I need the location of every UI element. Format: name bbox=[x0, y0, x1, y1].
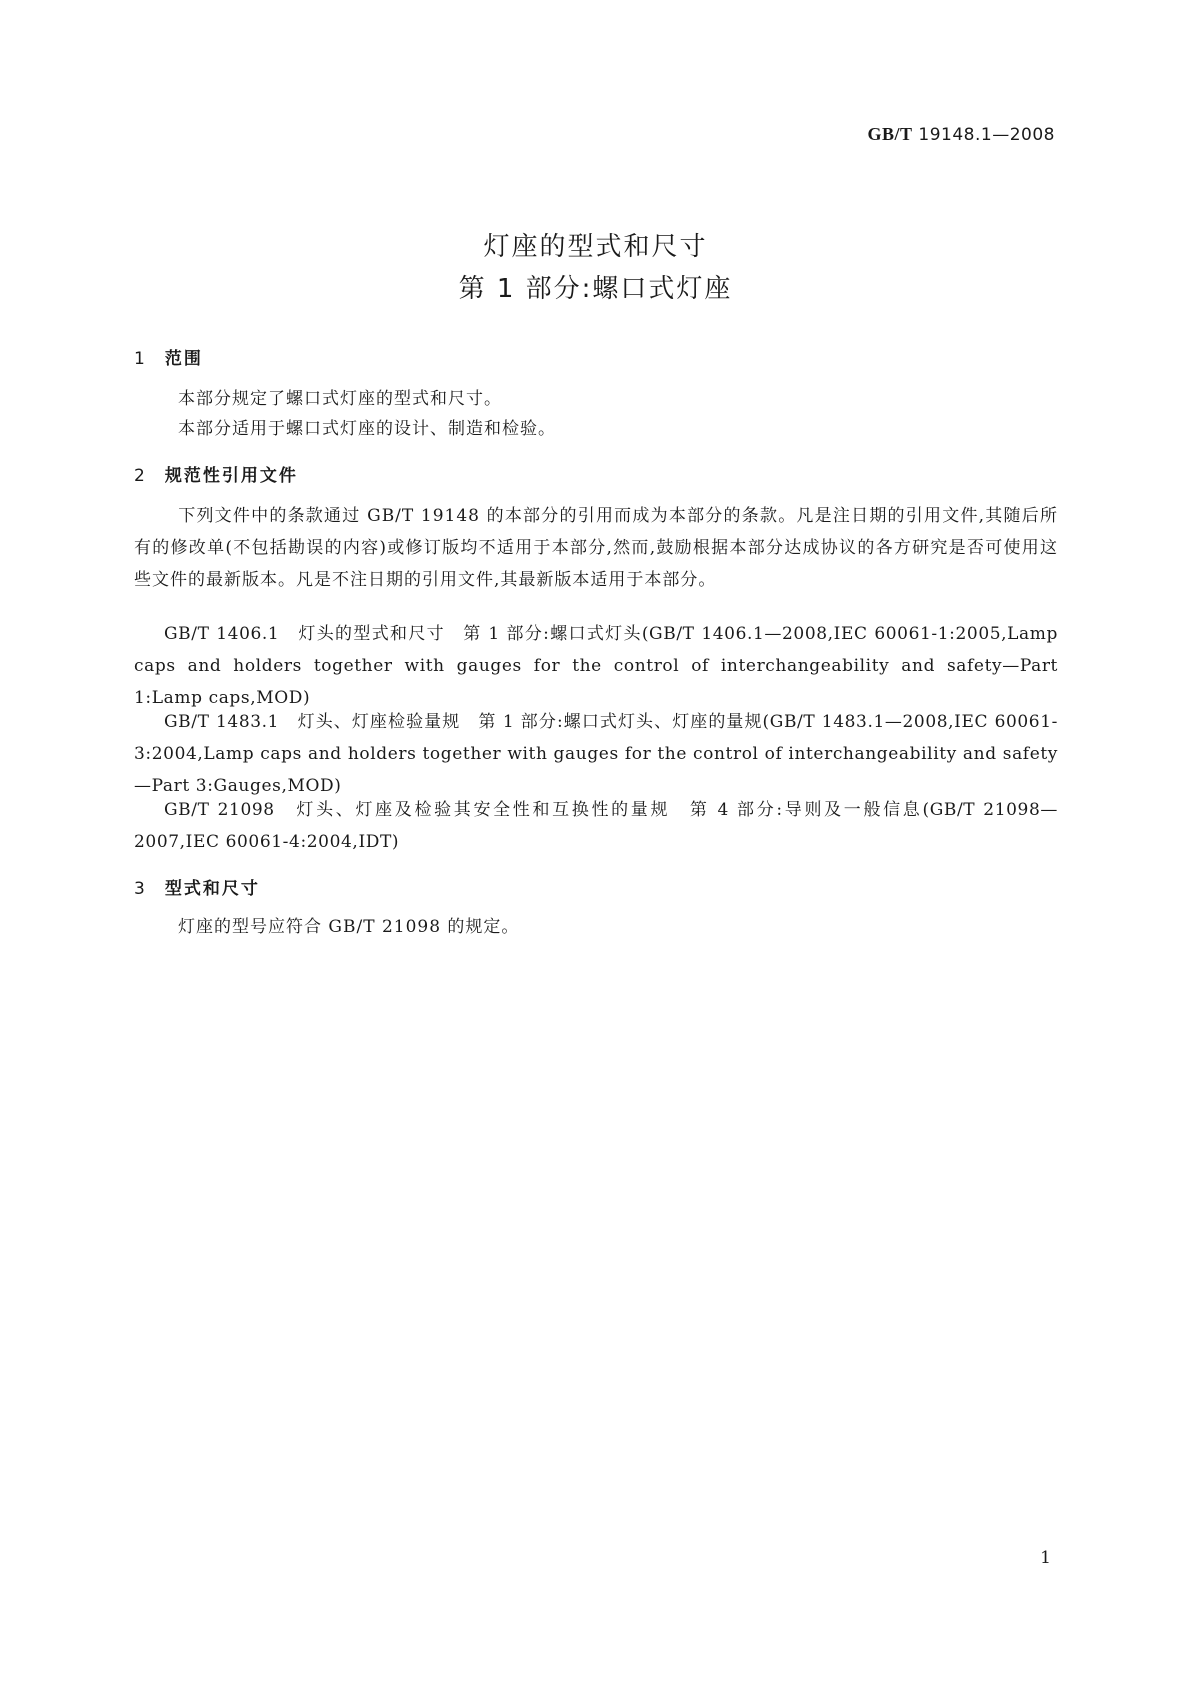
section-number: 3 bbox=[134, 879, 147, 899]
reference-text: GB/T 1483.1 灯头、灯座检验量规 第 1 部分:螺口式灯头、灯座的量规(GB/T 1483.1—2008,IEC 60061-3:2004,Lamp caps and holders together with gauges for the control of interchangeability and safety—Part 3:Gauges,MOD) bbox=[134, 712, 1058, 796]
reference-entry bbox=[134, 618, 1058, 714]
scope-paragraph bbox=[134, 383, 1058, 415]
section-heading-normative-references bbox=[134, 461, 298, 486]
section-heading-scope bbox=[134, 344, 203, 369]
section-title: 范围 bbox=[164, 349, 203, 369]
page-number: 1 bbox=[1040, 1548, 1051, 1568]
references-intro-paragraph bbox=[134, 500, 1058, 596]
section-title: 规范性引用文件 bbox=[164, 466, 298, 486]
reference-text: GB/T 1406.1 灯头的型式和尺寸 第 1 部分:螺口式灯头(GB/T 1406.1—2008,IEC 60061-1:2005,Lamp caps and holders together with gauges for the control of interchangeability and safety—Part 1:Lamp caps,MOD) bbox=[134, 624, 1058, 708]
standard-prefix: GB/T bbox=[867, 124, 913, 144]
paragraph-text: 本部分适用于螺口式灯座的设计、制造和检验。 bbox=[178, 419, 556, 439]
types-dimensions-paragraph bbox=[134, 911, 1058, 943]
section-number: 1 bbox=[134, 349, 147, 369]
reference-entry bbox=[134, 706, 1058, 802]
paragraph-text: 本部分规定了螺口式灯座的型式和尺寸。 bbox=[178, 389, 502, 409]
paragraph-text: 灯座的型号应符合 GB/T 21098 的规定。 bbox=[178, 917, 520, 937]
section-title: 型式和尺寸 bbox=[164, 879, 260, 899]
standard-identifier bbox=[868, 124, 1056, 145]
scope-paragraph bbox=[134, 413, 1058, 445]
section-number: 2 bbox=[134, 466, 147, 486]
section-heading-types-dimensions bbox=[134, 874, 260, 899]
paragraph-text: 下列文件中的条款通过 GB/T 19148 的本部分的引用而成为本部分的条款。凡是注日期的引用文件,其随后所有的修改单(不包括勘误的内容)或修订版均不适用于本部分,然而,鼓励根据本部分达成协议的各方研究是否可使用这些文件的最新版本。凡是不注日期的引用文件,其最新版本适用于本部分。 bbox=[134, 506, 1058, 590]
standard-number: 19148.1—2008 bbox=[918, 125, 1055, 145]
document-subtitle: 第 1 部分:螺口式灯座 bbox=[458, 274, 733, 304]
reference-entry bbox=[134, 794, 1058, 858]
document-title: 灯座的型式和尺寸 bbox=[483, 232, 708, 262]
reference-text: GB/T 21098 灯头、灯座及检验其安全性和互换性的量规 第 4 部分:导则及一般信息(GB/T 21098—2007,IEC 60061-4:2004,IDT) bbox=[134, 800, 1058, 852]
